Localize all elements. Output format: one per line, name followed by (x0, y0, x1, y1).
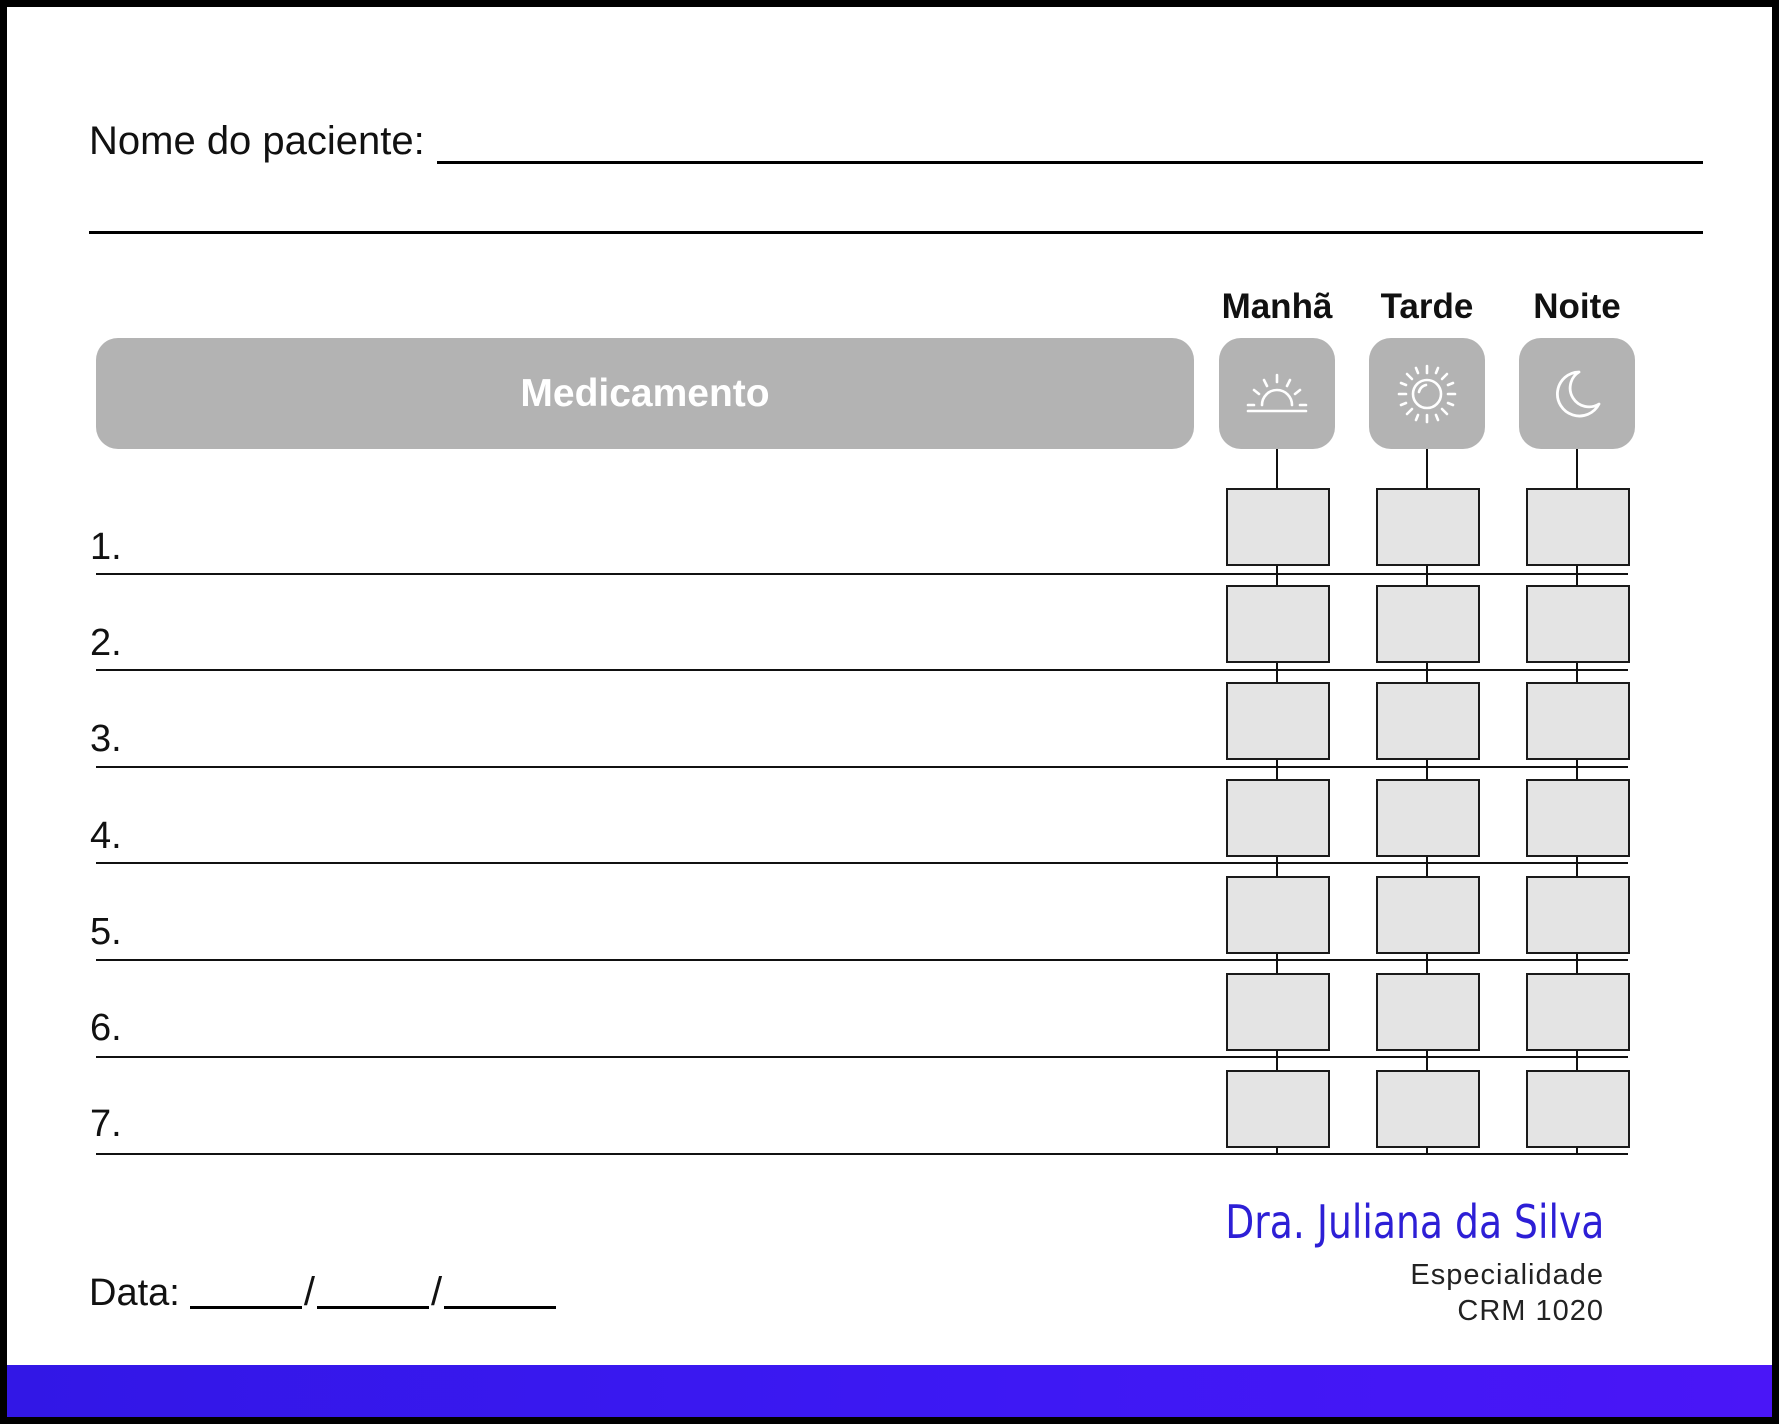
medication-line-7[interactable] (96, 1153, 1628, 1155)
afternoon-icon-box (1369, 338, 1485, 449)
medication-line-3[interactable] (96, 766, 1628, 768)
morning-icon-box (1219, 338, 1335, 449)
doctor-specialty: Especialidade (1410, 1259, 1604, 1291)
doctor-crm: CRM 1020 (1457, 1295, 1604, 1327)
patient-name-line[interactable] (437, 160, 1703, 164)
night-checkbox-row-3[interactable] (1526, 682, 1630, 760)
medication-line-1[interactable] (96, 573, 1628, 575)
morning-checkbox-row-3[interactable] (1226, 682, 1330, 760)
morning-checkbox-row-5[interactable] (1226, 876, 1330, 954)
afternoon-checkbox-row-3[interactable] (1376, 682, 1480, 760)
period-label-morning: Manhã (1221, 287, 1333, 326)
doctor-name: Dra. Juliana da Silva (1224, 1195, 1604, 1249)
sunrise-icon (1242, 369, 1312, 419)
medication-header-label: Medicamento (520, 371, 770, 415)
sun-icon (1395, 362, 1459, 426)
morning-checkbox-row-1[interactable] (1226, 488, 1330, 566)
night-checkbox-row-6[interactable] (1526, 973, 1630, 1051)
patient-name-label: Nome do paciente: (89, 119, 425, 163)
morning-checkbox-row-2[interactable] (1226, 585, 1330, 663)
night-checkbox-row-5[interactable] (1526, 876, 1630, 954)
date-month-field[interactable] (317, 1305, 429, 1309)
medication-header (96, 338, 1194, 449)
date-separator: / (303, 1270, 315, 1314)
patient-name-line-2[interactable] (89, 231, 1703, 234)
period-label-night: Noite (1533, 287, 1621, 326)
row-number: 6. (90, 1007, 122, 1049)
medication-line-6[interactable] (96, 1056, 1628, 1058)
row-number: 2. (90, 622, 122, 664)
row-number: 1. (90, 526, 122, 568)
date-separator: / (430, 1270, 443, 1314)
patient-name-row (89, 115, 1703, 165)
afternoon-checkbox-row-7[interactable] (1376, 1070, 1480, 1148)
afternoon-checkbox-row-5[interactable] (1376, 876, 1480, 954)
night-checkbox-row-4[interactable] (1526, 779, 1630, 857)
date-row (89, 1269, 556, 1315)
medication-line-2[interactable] (96, 669, 1628, 671)
date-label: Data: (89, 1272, 180, 1314)
afternoon-checkbox-row-6[interactable] (1376, 973, 1480, 1051)
night-checkbox-row-2[interactable] (1526, 585, 1630, 663)
night-icon-box (1519, 338, 1635, 449)
row-number: 4. (90, 815, 122, 857)
date-day-field[interactable] (190, 1305, 302, 1309)
afternoon-checkbox-row-4[interactable] (1376, 779, 1480, 857)
row-number: 5. (90, 911, 122, 953)
medication-line-4[interactable] (96, 862, 1628, 864)
night-checkbox-row-7[interactable] (1526, 1070, 1630, 1148)
afternoon-checkbox-row-1[interactable] (1376, 488, 1480, 566)
moon-icon (1549, 366, 1605, 422)
morning-checkbox-row-4[interactable] (1226, 779, 1330, 857)
morning-checkbox-row-6[interactable] (1226, 973, 1330, 1051)
row-number: 7. (90, 1103, 122, 1145)
medication-line-5[interactable] (96, 959, 1628, 961)
period-label-afternoon: Tarde (1380, 287, 1474, 326)
morning-checkbox-row-7[interactable] (1226, 1070, 1330, 1148)
afternoon-checkbox-row-2[interactable] (1376, 585, 1480, 663)
brand-footer-bar (7, 1365, 1772, 1417)
date-year-field[interactable] (444, 1305, 556, 1309)
row-number: 3. (90, 718, 122, 760)
night-checkbox-row-1[interactable] (1526, 488, 1630, 566)
